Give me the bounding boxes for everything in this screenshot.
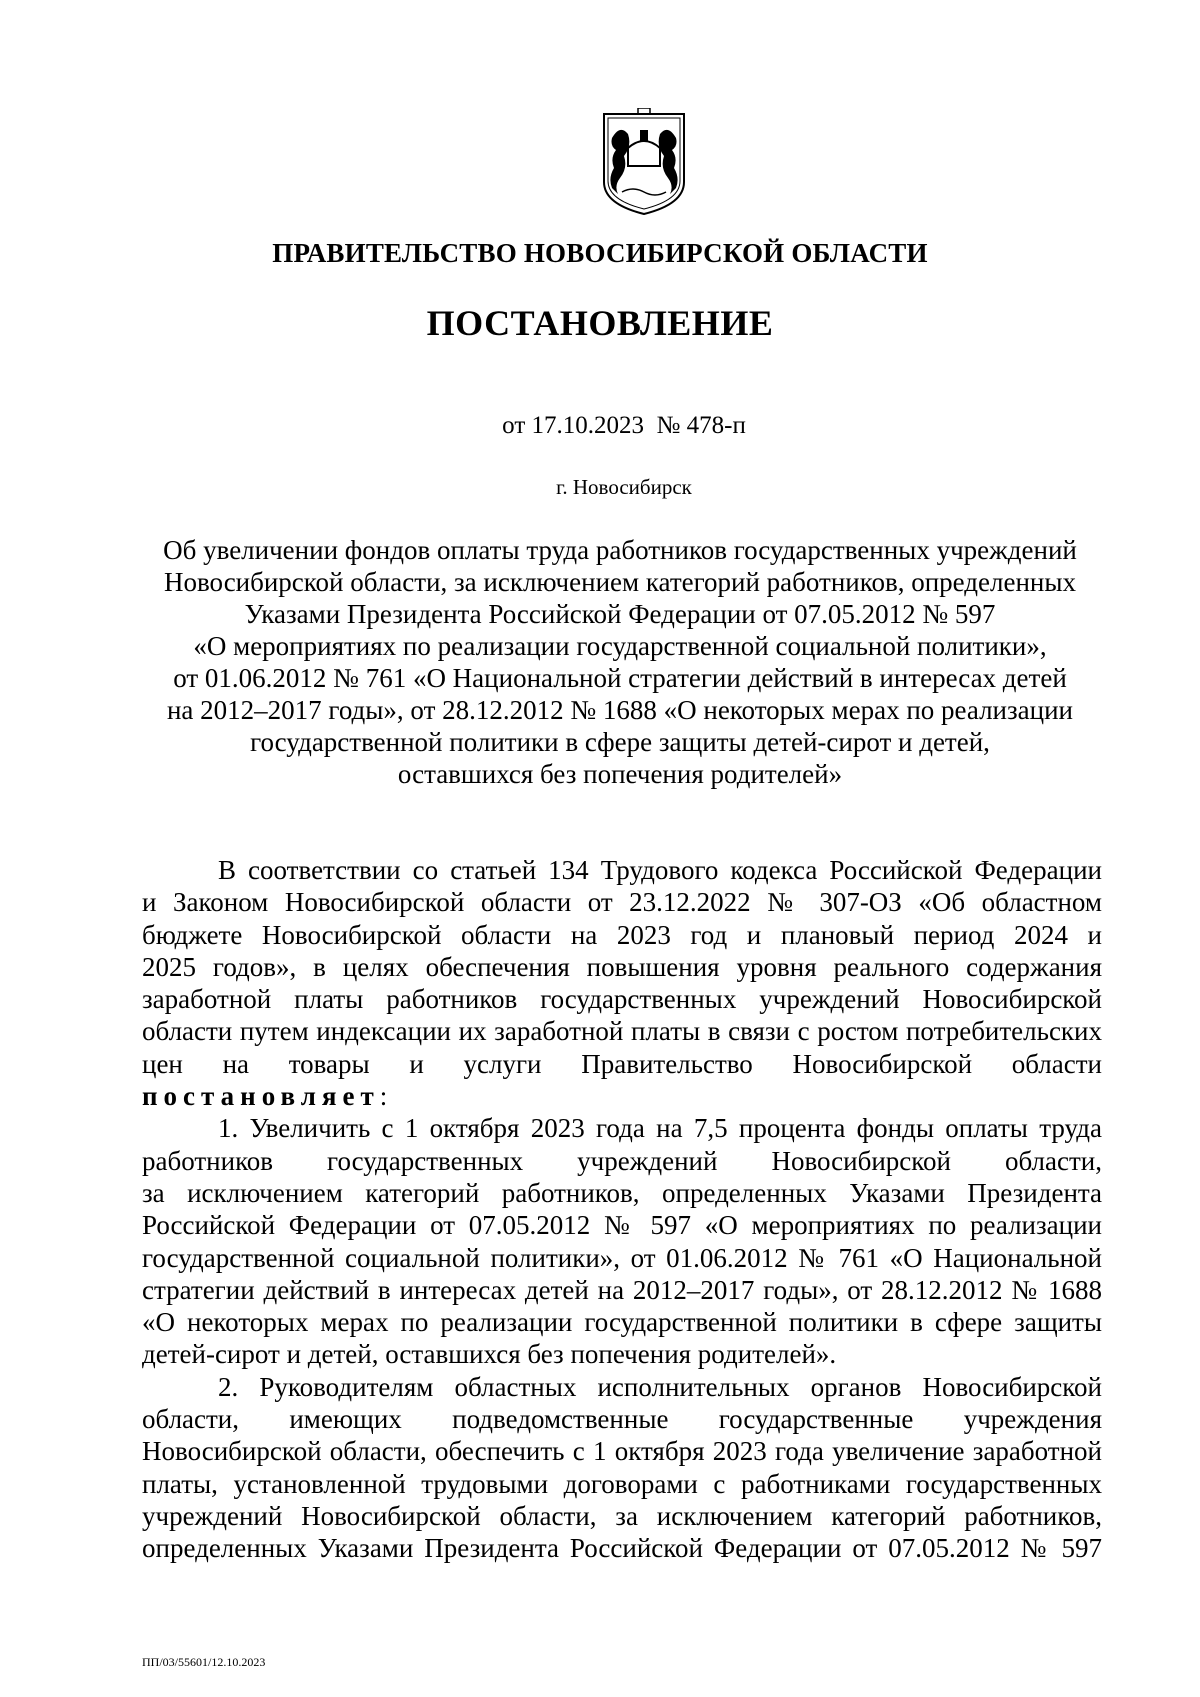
- body-line: цен на товары и услуги Правительство Новосибирской области: [142, 1048, 1102, 1079]
- item1-line: «О некоторых мерах по реализации государственной политики в сфере защиты: [142, 1307, 1102, 1338]
- title-line: государственной политики в сфере защиты детей-сирот и детей,: [250, 727, 990, 757]
- organization-title: ПРАВИТЕЛЬСТВО НОВОСИБИРСКОЙ ОБЛАСТИ: [272, 238, 928, 268]
- item1-line: Российской Федерации от 07.05.2012 № 597 «О мероприятиях по реализации: [142, 1210, 1102, 1241]
- decree-word: постановляет: [142, 1081, 380, 1112]
- item2-line: Новосибирской области, обеспечить с 1 октября 2023 года увеличение заработной: [142, 1436, 1102, 1467]
- item1-line: за исключением категорий работников, определенных Указами Президента: [142, 1177, 1102, 1208]
- item1-line: стратегии действий в интересах детей на 2012–2017 годы», от 28.12.2012 № 1688: [142, 1274, 1102, 1305]
- body-line: и Законом Новосибирской области от 23.12.2022 № 307-ОЗ «Об областном: [142, 887, 1102, 918]
- title-line: от 01.06.2012 № 761 «О Национальной стратегии действий в интересах детей: [173, 663, 1067, 693]
- title-line: на 2012–2017 годы», от 28.12.2012 № 1688 «О некоторых мерах по реализации: [166, 695, 1073, 725]
- document-city: г. Новосибирск: [556, 475, 692, 499]
- title-line: Об увеличении фондов оплаты труда работников государственных учреждений: [163, 535, 1077, 565]
- item2-line: определенных Указами Президента Российской Федерации от 07.05.2012 № 597: [142, 1533, 1102, 1564]
- body-line: области путем индексации их заработной платы в связи с ростом потребительских: [142, 1016, 1102, 1047]
- item2-line: учреждений Новосибирской области, за исключением категорий работников,: [142, 1500, 1102, 1531]
- title-line: оставшихся без попечения родителей»: [397, 759, 843, 789]
- decree-colon: :: [379, 1081, 388, 1112]
- item2-line: 2. Руководителям областных исполнительных органов Новосибирской: [218, 1371, 1102, 1402]
- body-line: заработной платы работников государственных учреждений Новосибирской: [142, 984, 1102, 1015]
- item1-line: государственной социальной политики», от 01.06.2012 № 761 «О Национальной: [142, 1242, 1102, 1273]
- decree-line: [142, 1080, 1102, 1112]
- document-footer-code: ПП/03/55601/12.10.2023: [142, 1655, 266, 1669]
- document-title: [140, 534, 1100, 790]
- coat-of-arms-icon: [598, 108, 690, 218]
- document-date-number: от 17.10.2023 № 478-п: [502, 412, 746, 439]
- title-line: Указами Президента Российской Федерации от 07.05.2012 № 597: [244, 599, 996, 629]
- body-line: бюджете Новосибирской области на 2023 год и плановый период 2024 и: [142, 919, 1102, 950]
- title-line: Новосибирской области, за исключением категорий работников, определенных: [163, 567, 1077, 597]
- body-line: В соответствии со статьей 134 Трудового кодекса Российской Федерации: [218, 855, 1102, 885]
- item2-line: области, имеющих подведомственные государственные учреждения: [142, 1404, 1102, 1435]
- item1-line: работников государственных учреждений Новосибирской области,: [142, 1145, 1102, 1176]
- item1-line: детей-сирот и детей, оставшихся без попечения родителей».: [142, 1339, 837, 1370]
- document-body: [142, 854, 1102, 1565]
- item1-line: 1. Увеличить с 1 октября 2023 года на 7,5 процента фонды оплаты труда: [218, 1113, 1102, 1144]
- document-type: ПОСТАНОВЛЕНИЕ: [426, 303, 774, 343]
- title-line: «О мероприятиях по реализации государственной социальной политики»,: [193, 631, 1047, 661]
- body-line: 2025 годов», в целях обеспечения повышения уровня реального содержания: [142, 951, 1102, 982]
- item2-line: платы, установленной трудовыми договорами с работниками государственных: [142, 1468, 1102, 1499]
